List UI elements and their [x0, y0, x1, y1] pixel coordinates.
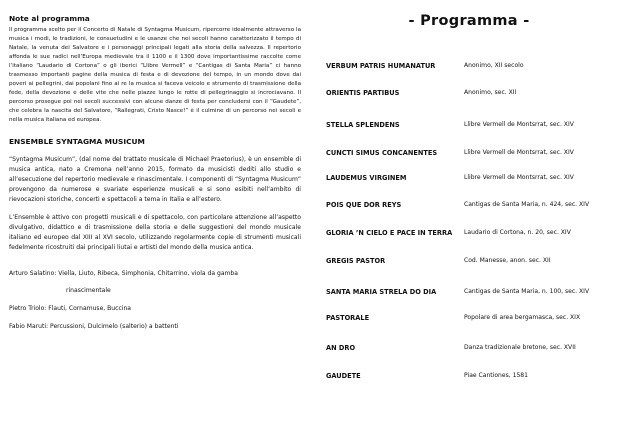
piece-source: Cantigas de Santa Maria, n. 424, sec. XIV [464, 201, 590, 208]
piece-source: Llibre Vermell de Montsrrat, sec. XIV [464, 174, 574, 181]
piece-title: GREGIS PASTOR [326, 257, 386, 265]
piece-title: SANTA MARIA STRELA DO DIA [326, 288, 437, 296]
musician-line: Fabio Maruti: Percussioni, Dulcimelo (salterio) a battenti [9, 322, 179, 330]
piece-source: Laudario di Cortona, n. 20, sec. XIV [464, 229, 571, 236]
piece-title: STELLA SPLENDENS [326, 121, 400, 129]
piece-title: ORIENTIS PARTIBUS [326, 89, 400, 97]
musician-line: Pietro Triolo: Flauti, Cornamuse, Buccina [9, 304, 131, 312]
piece-source: Cod. Manesse, anon. sec. XII [464, 257, 551, 264]
musicians-list [9, 269, 301, 332]
musician-entry [9, 322, 301, 332]
piece-source: Llibre Vermell de Montsrrat, sec. XIV [464, 121, 574, 128]
ensemble-paragraph-1: “Syntagma Musicum”, (dal nome del trattato musicale di Michael Praetorius), è un ensemble di musica antica, nato a Cremona nell’anno 2015, formato da musicisti dediti allo studio e all’esecuzione del repertorio medievale e rinascimentale. I componenti di “Syntagma Musicum” provengono da numerose e svariate esperienze musicali e si sono esibiti nell’ambito di rievocazioni storiche, concerti e spettacoli a tema in Italia e all’estero. [9, 155, 301, 203]
musician-line-continuation: rinascimentale [66, 286, 111, 294]
piece-source: Popolare di area bergamasca, sec. XIX [464, 314, 581, 321]
piece-source: Llibre Vermell de Montsrrat, sec. XIV [464, 149, 574, 156]
programma-title: - Programma - [408, 13, 530, 29]
piece-source: Anonimo, XII secolo [464, 62, 524, 69]
notes-text: Il programma scelto per il Concerto di Natale di Syntagma Musicum, ripercorre idealmente attraverso la musica i modi, le tradizioni, le consuetudini e le usanze che nei secoli hanno caratterizzato il tempo di Natale, la venuta del Salvatore e i personaggi principali legati alla storia della salvezza. Il repertorio affonda le sue radici nell’Europa medievale tra il 1100 e il 1300 dove importantissime raccolte come l’italiano “Laudario di Cortona” o gli iberici “Llibre Vermell” e “Cantigas di Santa Maria” ci hanno trasmesso importanti pagine della musica di festa e di devozione del tempo, in un mondo dove dai poveri ai pellegrini, dai popolani fino ai re la musica si faceva veicolo e strumento di trasmissione della fede, della devozione e delle vite che nelle piazze lungo le rotte di pellegrinaggio si incrociavano. Il percorso prosegue poi nei secoli successivi con alcune danze di festa per concludersi con il “Gaudete”, che celebra la nascita del Salvatore, “Rallegrati, Cristo Nasce!” è il culmine di un percorso nei secoli e nella musica italiana ed europea. [9, 27, 301, 124]
piece-title: AN DRO [326, 344, 356, 352]
ensemble-title: ENSEMBLE SYNTAGMA MUSICUM [9, 136, 145, 146]
ensemble-paragraph-2: L’Ensemble è attivo con progetti musicali e di spettacolo, con particolare attenzione all’aspetto divulgativo, didattico e di trasmissione della storia e delle suggestioni del mondo musicale italiano ed europeo dal XIII al XVI secolo, utilizzando regolarmente copie di strumenti musicali fedelmente ricostruiti dai principali liutai e artisti del mondo della musica antica. [9, 213, 301, 251]
piece-title: GAUDETE [326, 372, 361, 380]
piece-title: LAUDEMUS VIRGINEM [326, 174, 407, 182]
piece-source: Cantigas de Santa Maria, n. 100, sec. XIV [464, 288, 590, 295]
notes-title: Note al programma [9, 14, 90, 23]
piece-title: POIS QUE DOR REYS [326, 201, 402, 209]
piece-title: PASTORALE [326, 314, 370, 322]
musician-line: Arturo Salatino: Viella, Liuto, Ribeca, Simphonia, Chitarrino, viola da gamba [9, 269, 238, 277]
piece-source: Piae Cantiones, 1581 [464, 372, 528, 379]
piece-source: Danza tradizionale bretone, sec. XVII [464, 344, 576, 351]
piece-title: VERBUM PATRIS HUMANATUR [326, 62, 436, 70]
musician-entry [9, 304, 301, 314]
piece-title: CUNCTI SIMUS CONCANENTES [326, 149, 438, 157]
musician-entry [9, 269, 301, 296]
right-page [318, 0, 620, 439]
piece-title: GLORIA ’N CIELO E PACE IN TERRA [326, 229, 453, 237]
left-page [9, 14, 301, 340]
piece-source: Anonimo, sec. XII [464, 89, 517, 96]
